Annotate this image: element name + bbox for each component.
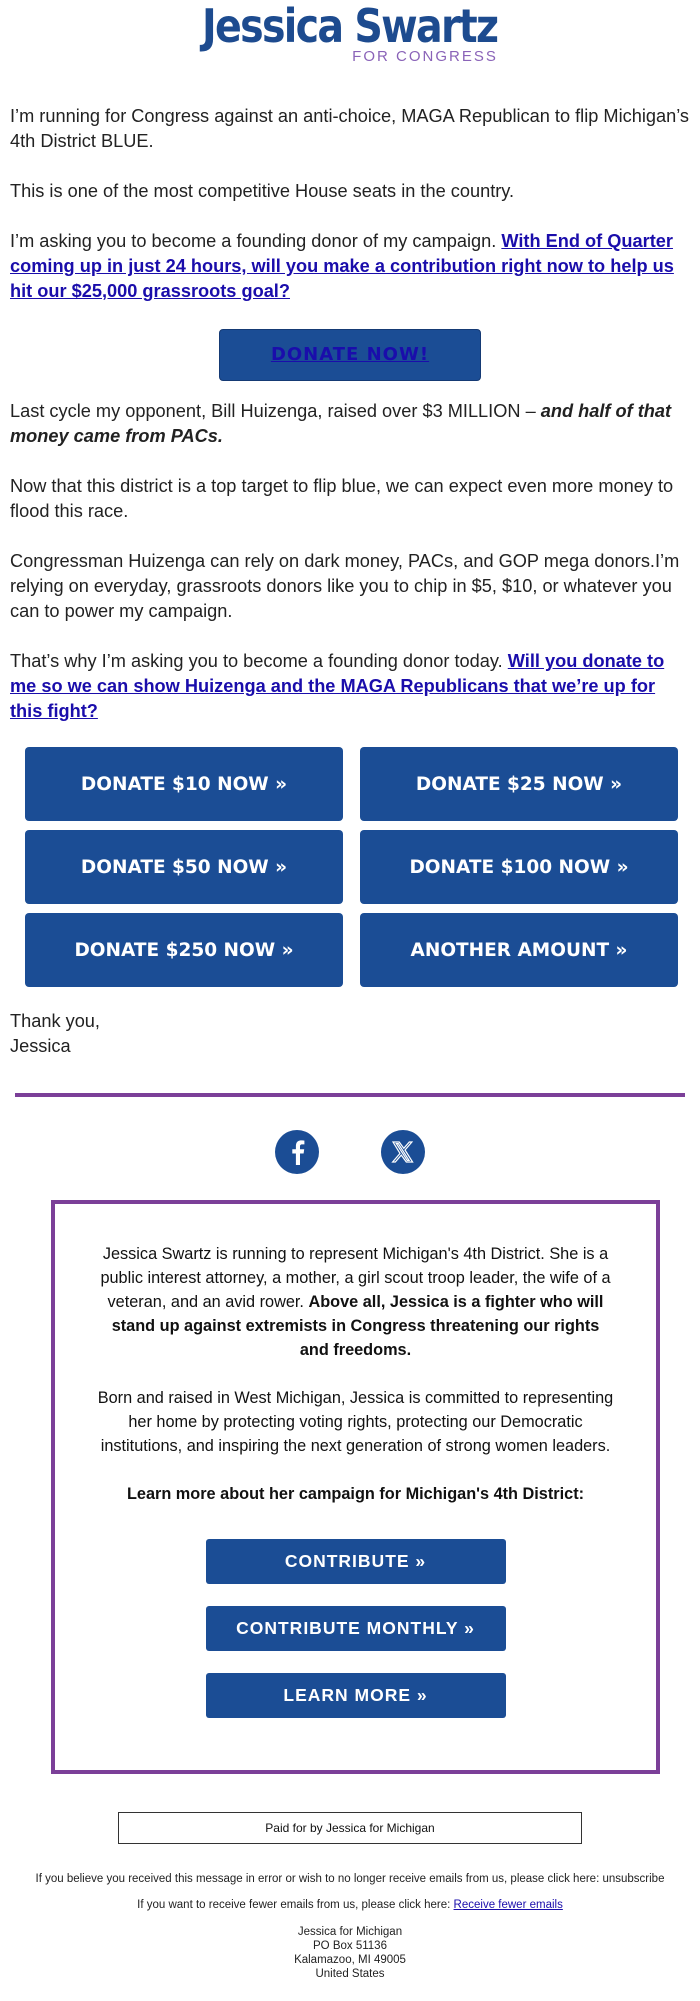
bio-paragraph-2: Born and raised in West Michigan, Jessica is committed to representing her home by protecting voting rights, protecting our Democratic institutions, and inspiring the next generation of strong women leaders.: [97, 1389, 614, 1455]
address-line: Jessica for Michigan: [297, 1926, 403, 1938]
unsubscribe-line[interactable]: If you believe you received this message in error or wish to no longer receive emails from us, please click here: unsubscribe: [35, 1873, 665, 1885]
bio-bold-text: Above all, Jessica is a fighter who will stand up against extremists in Congress threatening our rights and freedoms.: [111, 1293, 604, 1359]
donation-amount-grid: [0, 747, 700, 987]
target-paragraph: Now that this district is a top target to flip blue, we can expect even more money to flood this race.: [10, 476, 674, 521]
x-icon[interactable]: [381, 1130, 425, 1174]
section-divider: [15, 1093, 685, 1097]
donate-50-button[interactable]: DONATE $50 NOW »: [25, 830, 343, 904]
opponent-emphasis: and half of that money came from PACs.: [10, 401, 672, 446]
paid-for-disclaimer: Paid for by Jessica for Michigan: [118, 1812, 582, 1844]
mailing-address: [0, 1925, 700, 1981]
address-line: Kalamazoo, MI 49005: [294, 1954, 406, 1966]
logo-name: Jessica Swartz: [202, 0, 498, 53]
opponent-text: Last cycle my opponent, Bill Huizenga, raised over $3 MILLION –: [10, 401, 536, 421]
another-amount-button[interactable]: ANOTHER AMOUNT »: [360, 913, 678, 987]
bio-paragraph-1: [95, 1242, 616, 1362]
donate-100-button[interactable]: DONATE $100 NOW »: [360, 830, 678, 904]
signature: Jessica: [10, 1036, 71, 1056]
campaign-logo: [0, 0, 700, 64]
address-line: United States: [315, 1968, 385, 1980]
signoff: [0, 1009, 700, 1059]
ask-text: That’s why I’m asking you to become a founding donor today.: [10, 651, 503, 671]
facebook-icon[interactable]: [275, 1130, 319, 1174]
founding-donor-text: I’m asking you to become a founding donor of my campaign.: [10, 231, 497, 251]
founding-donor-paragraph: [10, 229, 690, 304]
bio-text: Jessica Swartz is running to represent Michigan's 4th District. She is a public interest attorney, a mother, a girl scout troop leader, the wife of a veteran, and an avid rower.: [100, 1245, 611, 1311]
logo-subtitle: FOR CONGRESS: [352, 48, 498, 65]
donate-fight-link[interactable]: Will you donate to me so we can show Huizenga and the MAGA Republicans that we’re up for this fight?: [10, 651, 665, 721]
dark-money-paragraph: Congressman Huizenga can rely on dark money, PACs, and GOP mega donors.I’m relying on everyday, grassroots donors like you to chip in $5, $10, or whatever you can to power my campaign.: [10, 551, 680, 621]
competitive-paragraph: This is one of the most competitive House seats in the country.: [10, 181, 515, 201]
intro-paragraph: I’m running for Congress against an anti-choice, MAGA Republican to flip Michigan’s 4th District BLUE.: [10, 106, 690, 151]
learn-more-button[interactable]: LEARN MORE »: [206, 1673, 506, 1718]
donate-25-button[interactable]: DONATE $25 NOW »: [360, 747, 678, 821]
fewer-emails-text: If you want to receive fewer emails from us, please click here:: [137, 1899, 451, 1911]
donate-10-button[interactable]: DONATE $10 NOW »: [25, 747, 343, 821]
donate-now-button[interactable]: DONATE NOW!: [219, 329, 481, 381]
thanks-text: Thank you,: [10, 1011, 100, 1031]
contribute-monthly-button[interactable]: CONTRIBUTE MONTHLY »: [206, 1606, 506, 1651]
ask-paragraph: [10, 649, 690, 724]
learn-more-heading: Learn more about her campaign for Michigan's 4th District:: [126, 1485, 585, 1503]
social-links: [0, 1130, 700, 1174]
goal-link[interactable]: With End of Quarter coming up in just 24 hours, will you make a contribution right now to help us hit our $25,000 grassroots goal?: [10, 231, 674, 301]
address-line: PO Box 51136: [313, 1940, 387, 1952]
fewer-emails-link[interactable]: Receive fewer emails: [453, 1899, 563, 1911]
donate-250-button[interactable]: DONATE $250 NOW »: [25, 913, 343, 987]
opponent-paragraph: [10, 399, 690, 449]
fewer-emails-line: [0, 1899, 700, 1911]
candidate-bio-box: [51, 1200, 660, 1774]
footer: [0, 1873, 700, 1981]
email-body: [0, 104, 700, 724]
contribute-button[interactable]: CONTRIBUTE »: [206, 1539, 506, 1584]
bio-buttons: [95, 1539, 616, 1718]
